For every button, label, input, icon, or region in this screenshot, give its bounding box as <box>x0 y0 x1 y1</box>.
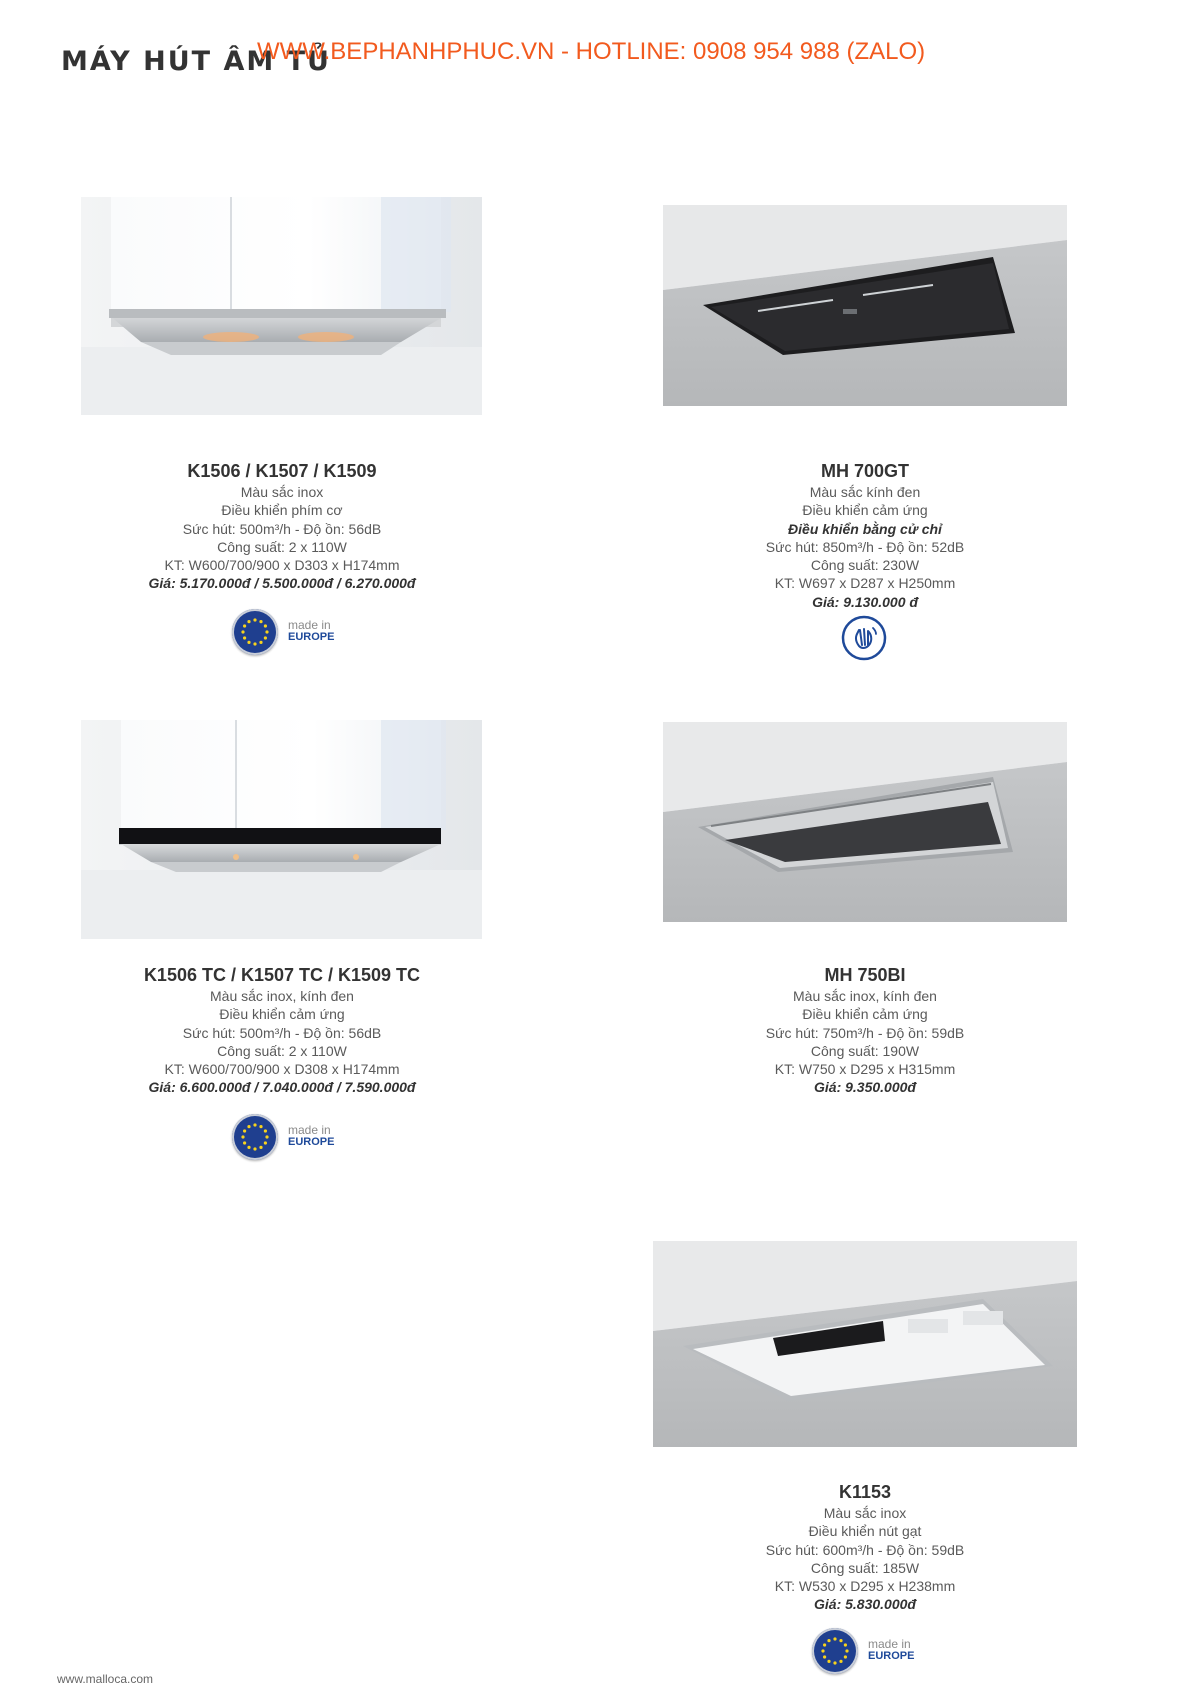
eu-flag-icon <box>232 1114 278 1160</box>
spec-line: Sức hút: 500m³/h - Độ ồn: 56dB <box>182 1024 382 1041</box>
spec-line: Điều khiển cảm ứng <box>802 1006 928 1023</box>
product-info-mh750bi <box>655 964 1075 1097</box>
spec-line: KT: W600/700/900 x D303 x H174mm <box>164 557 400 574</box>
page-title: MÁY HÚT ÂM TỦ <box>61 46 331 77</box>
product-price: Giá: 9.350.000đ <box>814 1079 916 1096</box>
product-name: K1506 / K1507 / K1509 <box>187 461 377 481</box>
spec-line: Màu sắc inox <box>823 1505 907 1521</box>
product-info-k1506 <box>72 460 492 593</box>
badge-line2: EUROPE <box>288 631 335 643</box>
footer-url: www.malloca.com <box>57 1672 154 1686</box>
product-name: MH 750BI <box>824 965 906 985</box>
spec-line: Điều khiển nút gạt <box>808 1523 922 1540</box>
product-image-mh750bi <box>663 722 1067 922</box>
eu-flag-icon <box>812 1628 858 1674</box>
product-name: K1153 <box>838 1482 892 1502</box>
spec-line: Điều khiển phím cơ <box>221 502 343 519</box>
spec-line: Công suất: 190W <box>810 1042 920 1059</box>
made-in-europe-badge <box>232 609 372 657</box>
badge-line2: EUROPE <box>868 1650 915 1662</box>
spec-line-highlight: Điều khiển bằng cử chỉ <box>788 520 942 537</box>
product-name: MH 700GT <box>820 461 910 481</box>
spec-line: Màu sắc inox, kính đen <box>210 988 354 1004</box>
product-info-k1153 <box>655 1481 1075 1614</box>
gesture-control-icon <box>840 614 888 662</box>
eu-flag-icon <box>232 609 278 655</box>
spec-line: Công suất: 230W <box>810 557 920 574</box>
product-name: K1506 TC / K1507 TC / K1509 TC <box>143 965 421 985</box>
spec-line: Sức hút: 750m³/h - Độ ồn: 59dB <box>765 1024 965 1041</box>
spec-line: Công suất: 185W <box>810 1559 920 1576</box>
product-image-k1506 <box>81 197 482 415</box>
spec-line: KT: W530 x D295 x H238mm <box>774 1578 956 1595</box>
badge-line1: made in <box>288 1123 331 1137</box>
product-price: Giá: 9.130.000 đ <box>812 593 918 610</box>
spec-line: Công suất: 2 x 110W <box>217 1042 347 1059</box>
product-info-mh700gt <box>655 460 1075 611</box>
product-price: Giá: 5.170.000đ / 5.500.000đ / 6.270.000đ <box>148 575 416 592</box>
spec-line: KT: W600/700/900 x D308 x H174mm <box>164 1061 400 1078</box>
product-image-k1153 <box>653 1241 1077 1447</box>
spec-line: Sức hút: 600m³/h - Độ ồn: 59dB <box>765 1541 965 1558</box>
spec-line: Màu sắc inox, kính đen <box>793 988 937 1004</box>
spec-line: Điều khiển cảm ứng <box>802 502 928 519</box>
spec-line: Màu sắc kính đen <box>809 484 921 500</box>
made-in-europe-badge <box>812 1628 952 1676</box>
badge-line2: EUROPE <box>288 1136 335 1148</box>
spec-line: Công suất: 2 x 110W <box>217 538 347 555</box>
spec-line: Điều khiển cảm ứng <box>219 1006 345 1023</box>
badge-line1: made in <box>868 1637 911 1651</box>
spec-line: Sức hút: 850m³/h - Độ ồn: 52dB <box>765 538 965 555</box>
badge-line1: made in <box>288 618 331 632</box>
product-info-k1506tc <box>72 964 492 1097</box>
made-in-europe-badge <box>232 1114 372 1162</box>
spec-line: KT: W750 x D295 x H315mm <box>774 1061 956 1078</box>
spec-line: KT: W697 x D287 x H250mm <box>774 575 956 592</box>
product-price: Giá: 6.600.000đ / 7.040.000đ / 7.590.000đ <box>148 1079 416 1096</box>
product-image-k1506tc <box>81 720 482 939</box>
product-image-mh700gt <box>663 205 1067 406</box>
spec-line: Màu sắc inox <box>240 484 324 500</box>
watermark-text: WWW.BEPHANHPHUC.VN - HOTLINE: 0908 954 988 (ZALO) <box>257 38 926 65</box>
product-price: Giá: 5.830.000đ <box>814 1596 916 1613</box>
spec-line: Sức hút: 500m³/h - Độ ồn: 56dB <box>182 520 382 537</box>
